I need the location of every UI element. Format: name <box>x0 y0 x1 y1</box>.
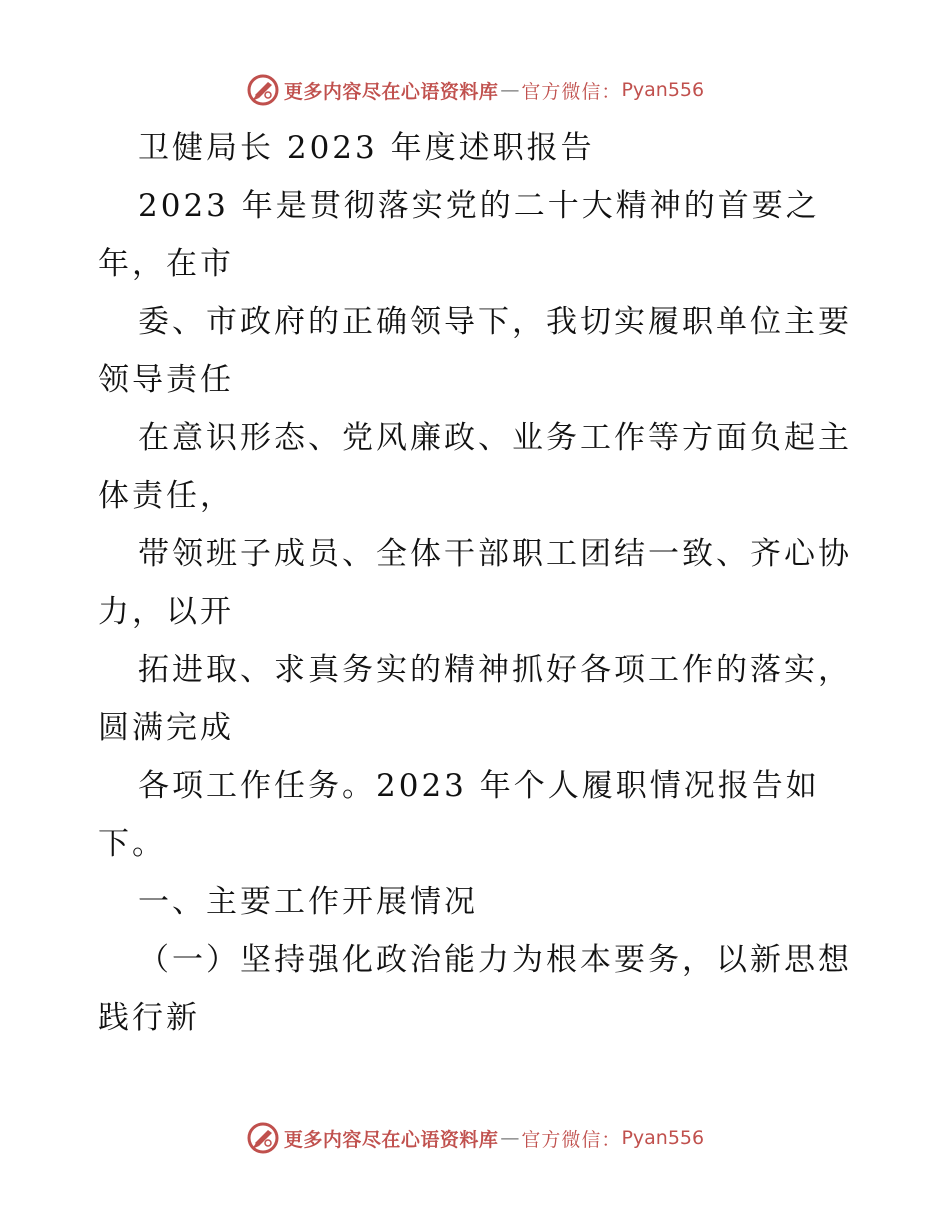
banner-dash: — <box>500 1127 520 1149</box>
paragraph-line: 带领班子成员、全体干部职工团结一致、齐心协 <box>138 536 852 572</box>
paragraph-line: 圆满完成 <box>98 710 234 746</box>
banner-dash: — <box>500 79 520 101</box>
banner-sub-text: 官方微信： <box>521 1128 622 1151</box>
document-body <box>98 119 858 1047</box>
paragraph-line: 下。 <box>98 826 166 862</box>
banner-main-text: 更多内容尽在心语资料库 <box>283 1128 499 1151</box>
paragraph-line: 2023 年是贯彻落实党的二十大精神的首要之 <box>138 188 820 224</box>
banner-wechat-id: Pyan556 <box>621 1127 705 1149</box>
paragraph-line: 体责任， <box>98 478 234 514</box>
paragraph-line: 拓进取、求真务实的精神抓好各项工作的落实， <box>138 652 852 688</box>
paragraph-line: 委、市政府的正确领导下，我切实履职单位主要 <box>138 304 852 340</box>
paragraph-line: 力，以开 <box>98 594 234 630</box>
banner-sub-text: 官方微信： <box>521 80 622 103</box>
banner-main-text: 更多内容尽在心语资料库 <box>283 80 499 103</box>
section-heading: 一、主要工作开展情况 <box>138 884 478 920</box>
banner-wechat-id: Pyan556 <box>621 79 705 101</box>
paragraph-line: 践行新 <box>98 1000 200 1036</box>
document-title: 卫健局长 2023 年度述职报告 <box>138 130 595 166</box>
paragraph-line: 在意识形态、党风廉政、业务工作等方面负起主 <box>138 420 852 456</box>
subsection-heading: （一）坚持强化政治能力为根本要务，以新思想 <box>138 942 852 978</box>
paragraph-line: 各项工作任务。2023 年个人履职情况报告如 <box>138 768 820 804</box>
paragraph-line: 年，在市 <box>98 246 234 282</box>
footer-banner <box>0 1118 950 1158</box>
brand-logo-icon <box>246 1121 280 1155</box>
paragraph-line: 领导责任 <box>98 362 234 398</box>
header-banner <box>0 70 950 110</box>
brand-logo-icon <box>246 73 280 107</box>
